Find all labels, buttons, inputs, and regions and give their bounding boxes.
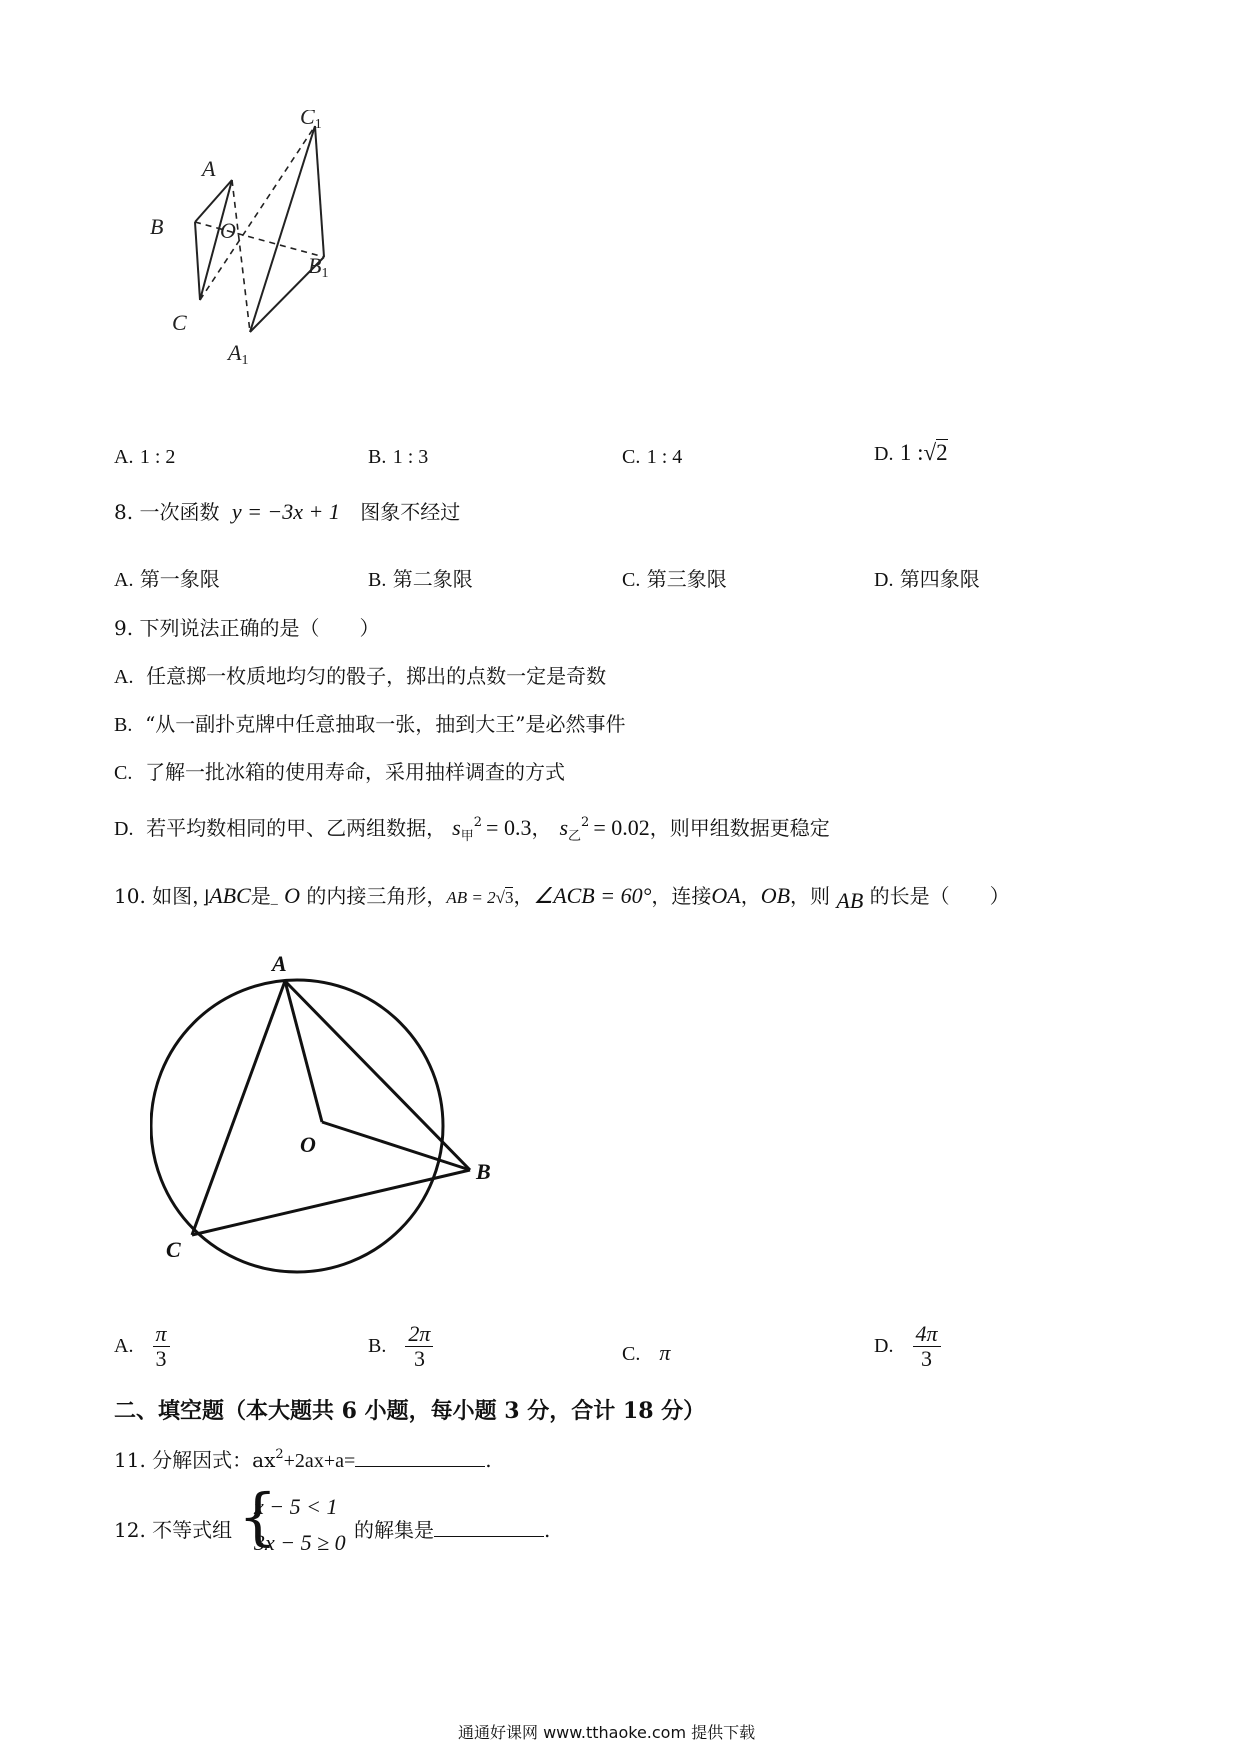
q9-option-d: D. 若平均数相同的甲、乙两组数据， $s_甲^2 = 0.3$， $s_乙^2 = 0.02$，则甲组数据更稳定	[114, 815, 830, 844]
q8-option-a: A. 第一象限	[114, 567, 220, 591]
label-C: C	[166, 1237, 181, 1262]
q9-option-b: B. “从一副扑克牌中任意抽取一张，抽到大王”是必然事件	[114, 712, 626, 736]
segment-OA	[285, 981, 322, 1122]
q7-option-c: C. 1 : 4	[622, 446, 683, 468]
inequality-2: 3x − 5 ≥ 0	[254, 1530, 346, 1555]
q7-option-d: D. 1 :√2	[874, 440, 948, 465]
label-C1: C1	[300, 110, 322, 132]
label-B: B	[150, 214, 164, 239]
label-C: C	[172, 310, 187, 335]
q10-option-c: C. π	[622, 1340, 671, 1365]
segment-AC	[192, 981, 285, 1235]
q7-option-a: A. 1 : 2	[114, 446, 176, 468]
segment-C1B1	[315, 126, 324, 257]
q9-option-c: C. 了解一批冰箱的使用寿命，采用抽样调查的方式	[114, 760, 566, 784]
label-A: A	[202, 156, 216, 181]
radicand: 2	[936, 440, 948, 465]
label-B1: B1	[308, 253, 329, 281]
label-O: O	[300, 1132, 316, 1157]
dashed-B-B1	[195, 222, 324, 257]
q8-option-b: B. 第二象限	[368, 567, 473, 591]
q10-option-d: D. $\frac{4\pi}{3}$	[874, 1322, 941, 1371]
q8-option-d: D. 第四象限	[874, 567, 980, 591]
question-10: 10. 如图，⌋ABC是_ O 的内接三角形，AB = 2√3，∠ACB = 60°，连接OA，OB，则 AB 的长是（ ）	[114, 883, 1010, 913]
question-9-stem: 9. 下列说法正确的是（ ）	[114, 616, 380, 640]
segment-BC	[195, 222, 200, 300]
q7-option-b: B. 1 : 3	[368, 446, 429, 468]
segment-CB	[192, 1170, 470, 1235]
question-8: 8. 一次函数 y = −3x + 1 图象不经过	[114, 499, 461, 524]
dashed-C-C1	[200, 126, 315, 300]
label-B: B	[476, 1159, 491, 1184]
q8-option-c: C. 第三象限	[622, 567, 727, 591]
segment-A1C1	[250, 126, 315, 332]
dashed-A-A1	[232, 180, 250, 332]
label-A1: A1	[228, 340, 249, 368]
question-11: 11. 分解因式：$ax^2+2ax+a=$ .	[114, 1447, 492, 1472]
inequality-1: x − 5 < 1	[254, 1494, 338, 1519]
answer-blank-12[interactable]	[434, 1518, 544, 1537]
figure-q10-inscribed-triangle	[150, 945, 510, 1315]
label-O: O	[220, 218, 236, 243]
brace-icon: {	[238, 1480, 278, 1553]
answer-blank-11[interactable]	[355, 1448, 485, 1467]
figure-q7-similar-triangles	[150, 110, 390, 410]
q9-option-a: A. 任意掷一枚质地均匀的骰子，掷出的点数一定是奇数	[114, 664, 607, 688]
q10-option-a: A. $\frac{\pi}{3}$	[114, 1322, 170, 1371]
q10-option-b: B. $\frac{2\pi}{3}$	[368, 1322, 433, 1371]
label-A: A	[272, 951, 287, 976]
section-2-title: 二、填空题（本大题共 6 小题，每小题 3 分，合计 18 分）	[114, 1398, 706, 1424]
footer-source: 通通好课网 www.tthaoke.com 提供下载	[458, 1723, 756, 1742]
